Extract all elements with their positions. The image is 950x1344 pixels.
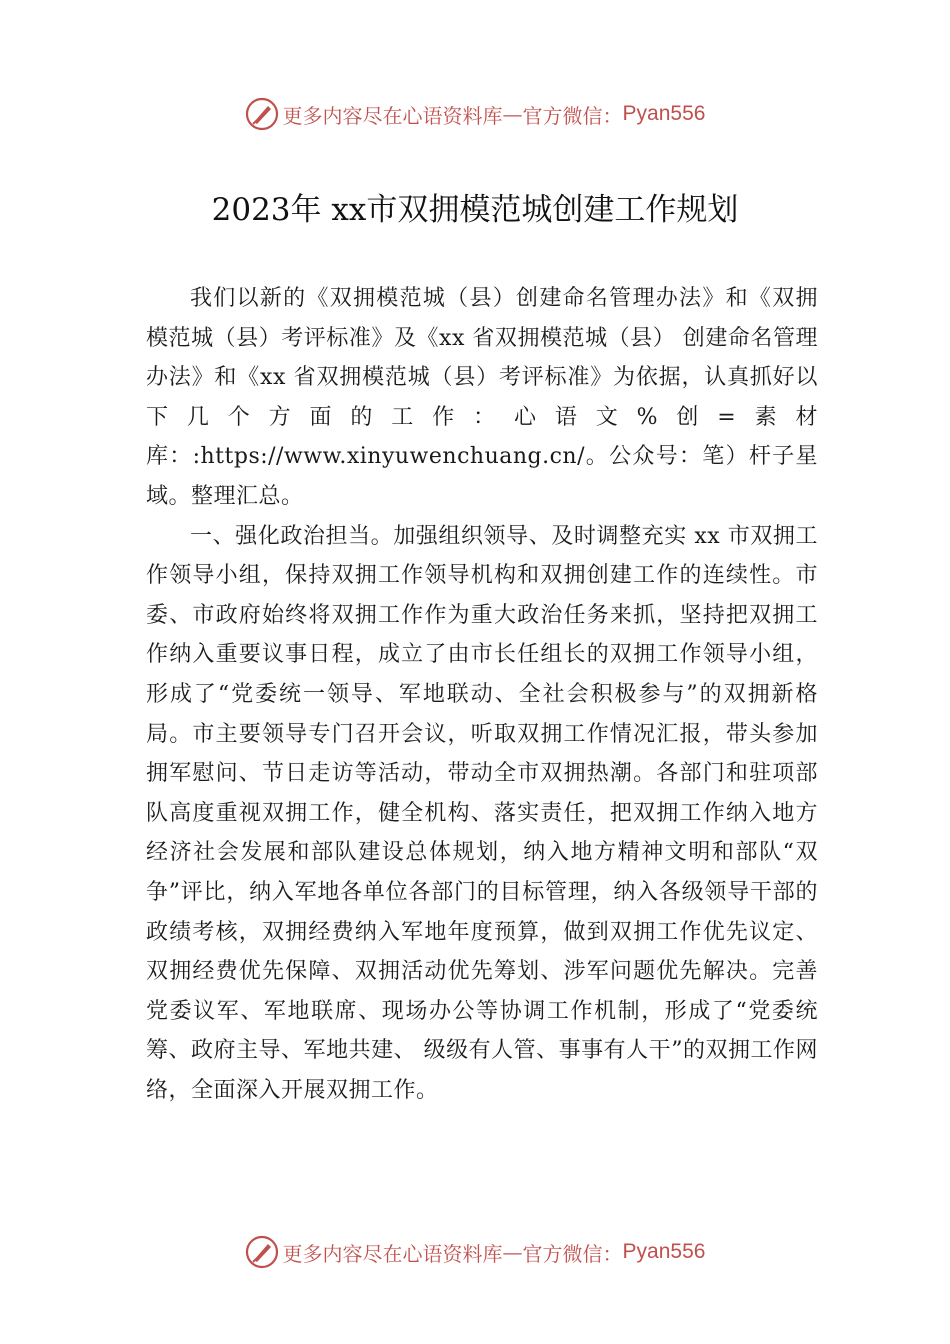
paragraph: 一、强化政治担当。加强组织领导、及时调整充实 xx 市双拥工作领导小组，保持双拥工作领导机构和双拥创建工作的连续性。市委、市政府始终将双拥工作作为重大政治任务来抓，坚持把双拥工作纳入重要议事日程，成立了由市长任组长的双拥工作领导小组，形成了“党委统一领导、军地联动、全社会积极参与”的双拥新格局。市主要领导专门召开会议，听取双拥工作情况汇报，带头参加拥军慰问、节日走访等活动，带动全市双拥热潮。各部门和驻项部队高度重视双拥工作，健全机构、落实责任，把双拥工作纳入地方经济社会发展和部队建设总体规划，纳入地方精神文明和部队“双争”评比，纳入军地各单位各部门的目标管理，纳入各级领导干部的政绩考核，双拥经费纳入军地年度预算，做到双拥工作优先议定、双拥经费优先保障、双拥活动优先筹划、涉军问题优先解决。完善党委议军、军地联席、现场办公等协调工作机制，形成了“党委统筹、政府主导、军地共建、 级级有人管、事事有人干”的双拥工作网络，全面深入开展双拥工作。 — [146, 523, 818, 1103]
watermark-contact-id: Pyan556 — [622, 102, 706, 125]
watermark-contact-label: 官方微信： — [522, 103, 623, 128]
watermark-header — [0, 94, 950, 134]
watermark-brand: 更多内容尽在心语资料库 — [282, 1241, 503, 1266]
quill-pen-logo-icon — [245, 1235, 279, 1269]
quill-pen-logo-icon — [245, 97, 279, 131]
watermark-footer — [0, 1232, 950, 1272]
paragraph: 我们以新的《双拥模范城（县）创建命名管理办法》和《双拥模范城（县）考评标准》及《xx 省双拥模范城（县） 创建命名管理办法》和《xx 省双拥模范城（县）考评标准》为依据，认真抓好以下几个方面的工作：心语文%创=素材库：:https://www.xinyuwenchuang.cn/。公众号：笔）杆子星域。整理汇总。 — [146, 286, 818, 509]
watermark-brand: 更多内容尽在心语资料库 — [282, 103, 503, 128]
watermark-separator: — — [502, 102, 523, 126]
watermark-separator: — — [502, 1240, 523, 1264]
document-title: 2023年 xx市双拥模范城创建工作规划 — [211, 192, 739, 228]
watermark-contact-id: Pyan556 — [622, 1240, 706, 1263]
document-body — [146, 279, 818, 1110]
watermark-contact-label: 官方微信： — [522, 1241, 623, 1266]
